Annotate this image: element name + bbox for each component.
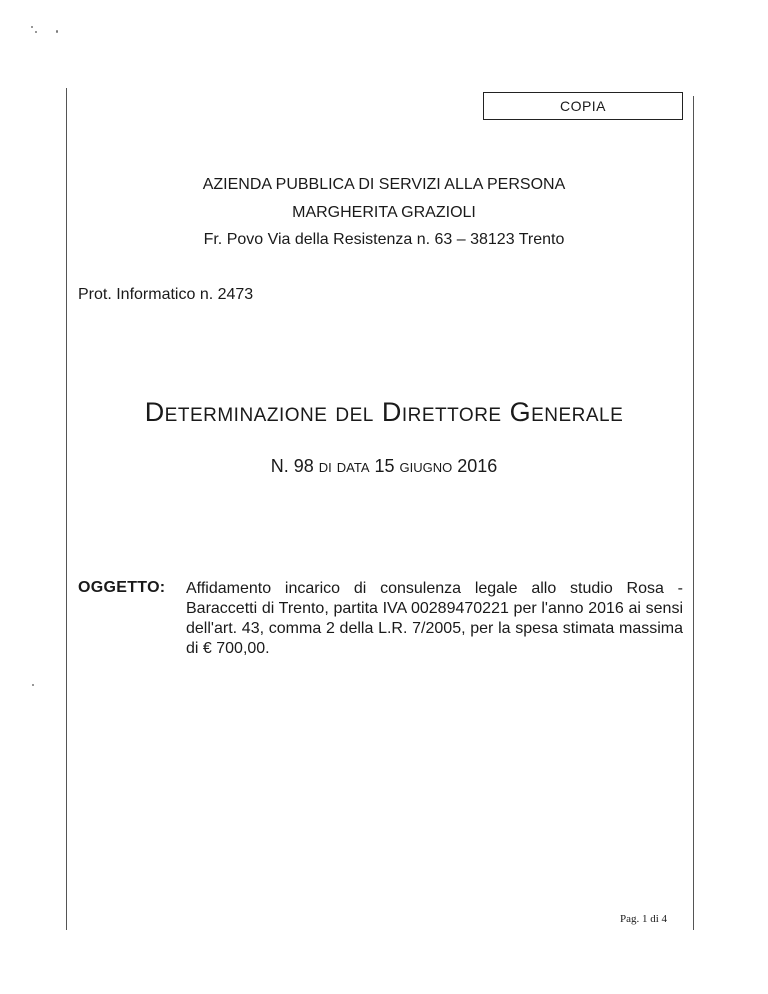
- determination-number-date: N. 98 di data 15 giugno 2016: [270, 456, 498, 476]
- copia-label: COPIA: [559, 98, 607, 114]
- scan-speck: [56, 30, 58, 33]
- subject-label: OGGETTO:: [78, 579, 166, 596]
- page-number: Pag. 1 di 4: [620, 913, 668, 925]
- scan-speck: [31, 26, 33, 28]
- protocol-number: Prot. Informatico n. 2473: [78, 286, 254, 303]
- scan-speck: [35, 31, 37, 33]
- copia-stamp: [483, 92, 683, 120]
- determination-title: Determinazione del Direttore Generale: [144, 397, 624, 427]
- organization-subname: MARGHERITA GRAZIOLI: [292, 204, 476, 221]
- organization-name: AZIENDA PUBBLICA DI SERVIZI ALLA PERSONA: [202, 176, 566, 193]
- subject-text: Affidamento incarico di consulenza legale allo studio Rosa - Baraccetti di Trento, partita IVA 00289470221 per l'anno 2016 ai sensi dell'art. 43, comma 2 della L.R. 7/2005, per la spesa stimata massima di € 700,00.: [186, 580, 683, 657]
- scan-speck: [32, 684, 34, 686]
- organization-address: Fr. Povo Via della Resistenza n. 63 – 38123 Trento: [203, 231, 565, 248]
